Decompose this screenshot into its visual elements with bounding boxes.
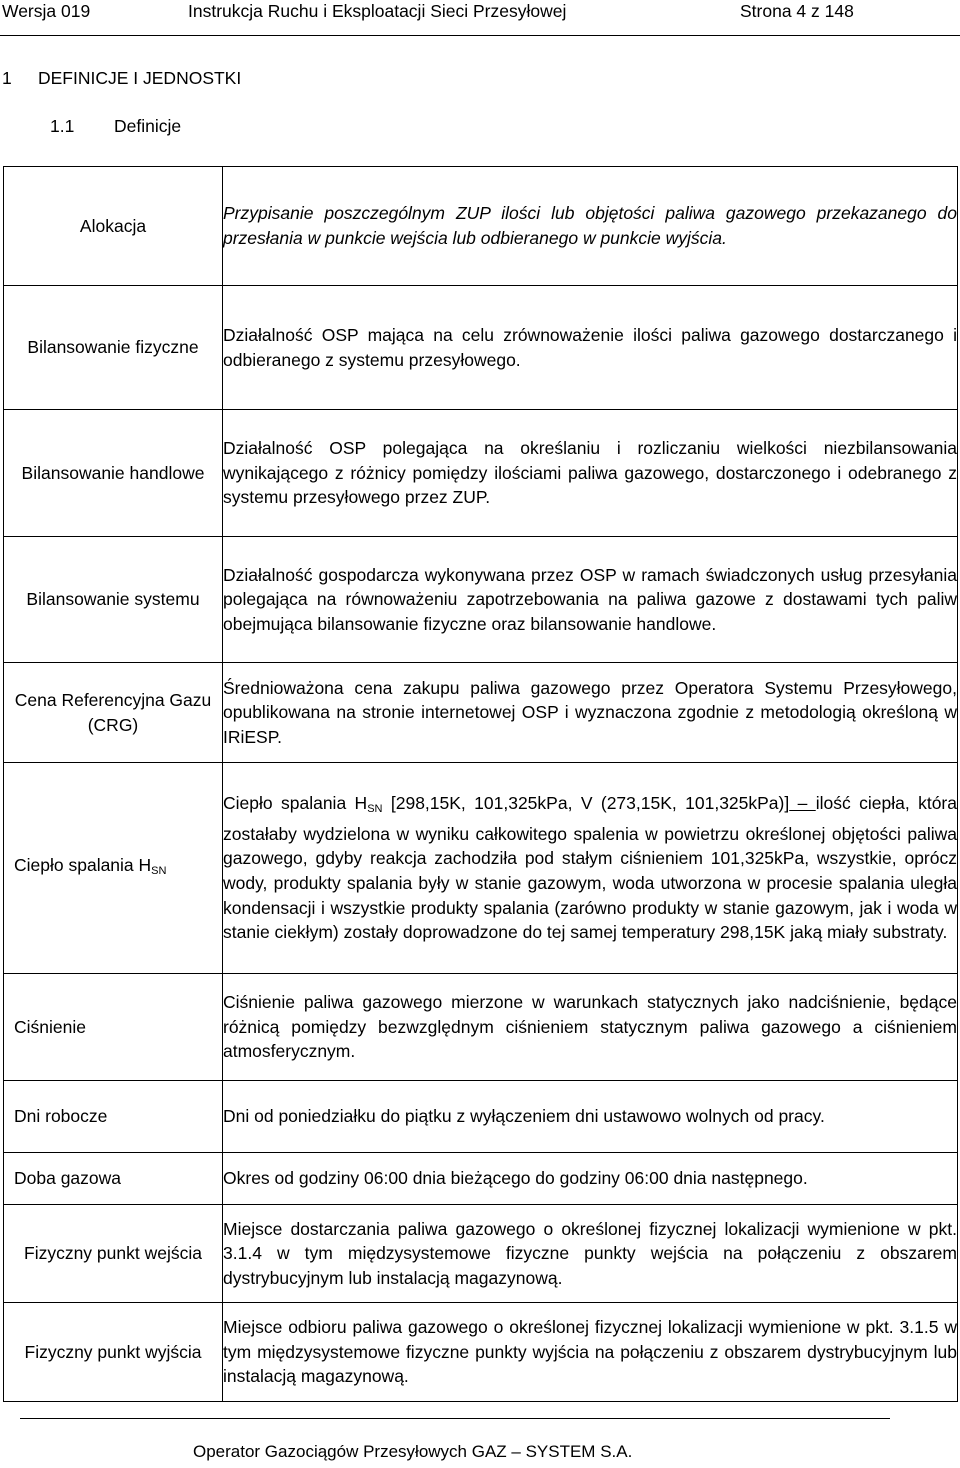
definition-cell xyxy=(223,763,958,974)
definition-cell: Przypisanie poszczególnym ZUP ilości lub objętości paliwa gazowego przekazanego do przesłania w punkcie wejścia lub odbieranego w punkcie wyjścia. xyxy=(223,167,958,286)
term-cell: Fizyczny punkt wyjścia xyxy=(4,1303,223,1402)
document-title: Instrukcja Ruchu i Eksploatacji Sieci Przesyłowej xyxy=(188,1,567,21)
version-label: Wersja 019 xyxy=(2,1,91,21)
definition-cell: Działalność OSP polegająca na określaniu i rozliczaniu wielkości niezbilansowania wynikającego z różnicy pomiędzy ilościami paliwa gazowego, dostarczonego i odebranego z systemu przesyłowego przez ZUP. xyxy=(223,410,958,537)
definition-cell: Okres od godziny 06:00 dnia bieżącego do godziny 06:00 dnia następnego. xyxy=(223,1153,958,1205)
definition-cell: Działalność gospodarcza wykonywana przez OSP w ramach świadczonych usług przesyłania polegająca na równoważeniu zapotrzebowania na paliwa gazowe z dostawami tych paliw obejmująca bilansowanie fizyczne oraz bilansowanie handlowe. xyxy=(223,537,958,663)
term-cell: Fizyczny punkt wejścia xyxy=(4,1205,223,1303)
page-footer: Operator Gazociągów Przesyłowych GAZ – SYSTEM S.A. xyxy=(193,1442,633,1461)
term-cell: Bilansowanie handlowe xyxy=(4,410,223,537)
term-cell: Dni robocze xyxy=(4,1081,223,1153)
footer-divider xyxy=(20,1418,890,1419)
subsection-title: Definicje xyxy=(114,116,182,136)
definition-cell: Miejsce dostarczania paliwa gazowego o określonej fizycznej lokalizacji wymienione w pkt. 3.1.4 w tym międzysystemowe fizyczne punkty wejścia na połączeniu z obszarem dystrybucyjnym lub instalacją magazynową. xyxy=(223,1205,958,1303)
term-cell xyxy=(4,763,223,974)
definition-dash: – xyxy=(789,793,816,814)
term-text: Ciepło spalania H xyxy=(14,854,152,875)
definition-cell: Dni od poniedziałku do piątku z wyłączeniem dni ustawowo wolnych od pracy. xyxy=(223,1081,958,1153)
section-number: 1 xyxy=(2,68,12,88)
page-number: Strona 4 z 148 xyxy=(740,1,854,21)
table-row xyxy=(4,763,958,974)
definition-lead: Ciepło spalania H xyxy=(223,793,368,814)
subsection-number: 1.1 xyxy=(50,116,75,136)
table-row xyxy=(4,286,958,410)
table-row xyxy=(4,1153,958,1205)
section-heading xyxy=(2,68,241,89)
term-cell: Alokacja xyxy=(4,167,223,286)
term-cell: Bilansowanie systemu xyxy=(4,537,223,663)
definition-text: ilość ciepła, która zostałaby wydzielona w wyniku całkowitego spalenia w powietrzu określonej objętości paliwa gazowego, gdyby reakcja zachodziła pod stałym ciśnieniem 101,325kPa, wszystkie, oprócz wody, produkty spalania były w stanie gazowym, woda utworzona w procesie spalania uległa kondensacji i wszystkie produkty spalania (zarówno produkty w stanie gazowym, jak i woda w stanie ciekłym) zostały doprowadzone do tej samej temperatury 298,15K jaką miały substraty. xyxy=(223,793,957,943)
term-cell: Ciśnienie xyxy=(4,974,223,1081)
definition-cell: Średnioważona cena zakupu paliwa gazowego przez Operatora Systemu Przesyłowego, opublikowana na stronie internetowej OSP i wyznaczona zgodnie z metodologią określoną w IRiESP. xyxy=(223,663,958,763)
table-row xyxy=(4,1303,958,1402)
definition-cell: Miejsce odbioru paliwa gazowego o określonej fizycznej lokalizacji wymienione w pkt. 3.1.5 w tym międzysystemowe fizyczne punkty wyjścia na połączeniu z obszarem dystrybucyjnym lub instalacją magazynową. xyxy=(223,1303,958,1402)
table-row xyxy=(4,663,958,763)
table-row xyxy=(4,537,958,663)
table-row xyxy=(4,410,958,537)
table-row xyxy=(4,167,958,286)
table-row xyxy=(4,1081,958,1153)
term-cell: Doba gazowa xyxy=(4,1153,223,1205)
table-row xyxy=(4,974,958,1081)
page-header xyxy=(0,0,960,36)
definition-conditions: [298,15K, 101,325kPa, V (273,15K, 101,325kPa)] xyxy=(382,793,790,814)
definitions-table xyxy=(3,166,958,1402)
section-title: DEFINICJE I JEDNOSTKI xyxy=(38,68,242,88)
table-row xyxy=(4,1205,958,1303)
term-cell: Cena Referencyjna Gazu (CRG) xyxy=(4,663,223,763)
subsection-heading xyxy=(50,116,181,137)
term-subscript: SN xyxy=(151,864,167,877)
definition-subscript: SN xyxy=(367,803,383,816)
definition-cell: Ciśnienie paliwa gazowego mierzone w warunkach statycznych jako nadciśnienie, będące różnicą pomiędzy bezwzględnym ciśnieniem statycznym paliwa gazowego a ciśnieniem atmosferycznym. xyxy=(223,974,958,1081)
term-cell: Bilansowanie fizyczne xyxy=(4,286,223,410)
definition-cell: Działalność OSP mająca na celu zrównoważenie ilości paliwa gazowego dostarczanego i odbieranego z systemu przesyłowego. xyxy=(223,286,958,410)
